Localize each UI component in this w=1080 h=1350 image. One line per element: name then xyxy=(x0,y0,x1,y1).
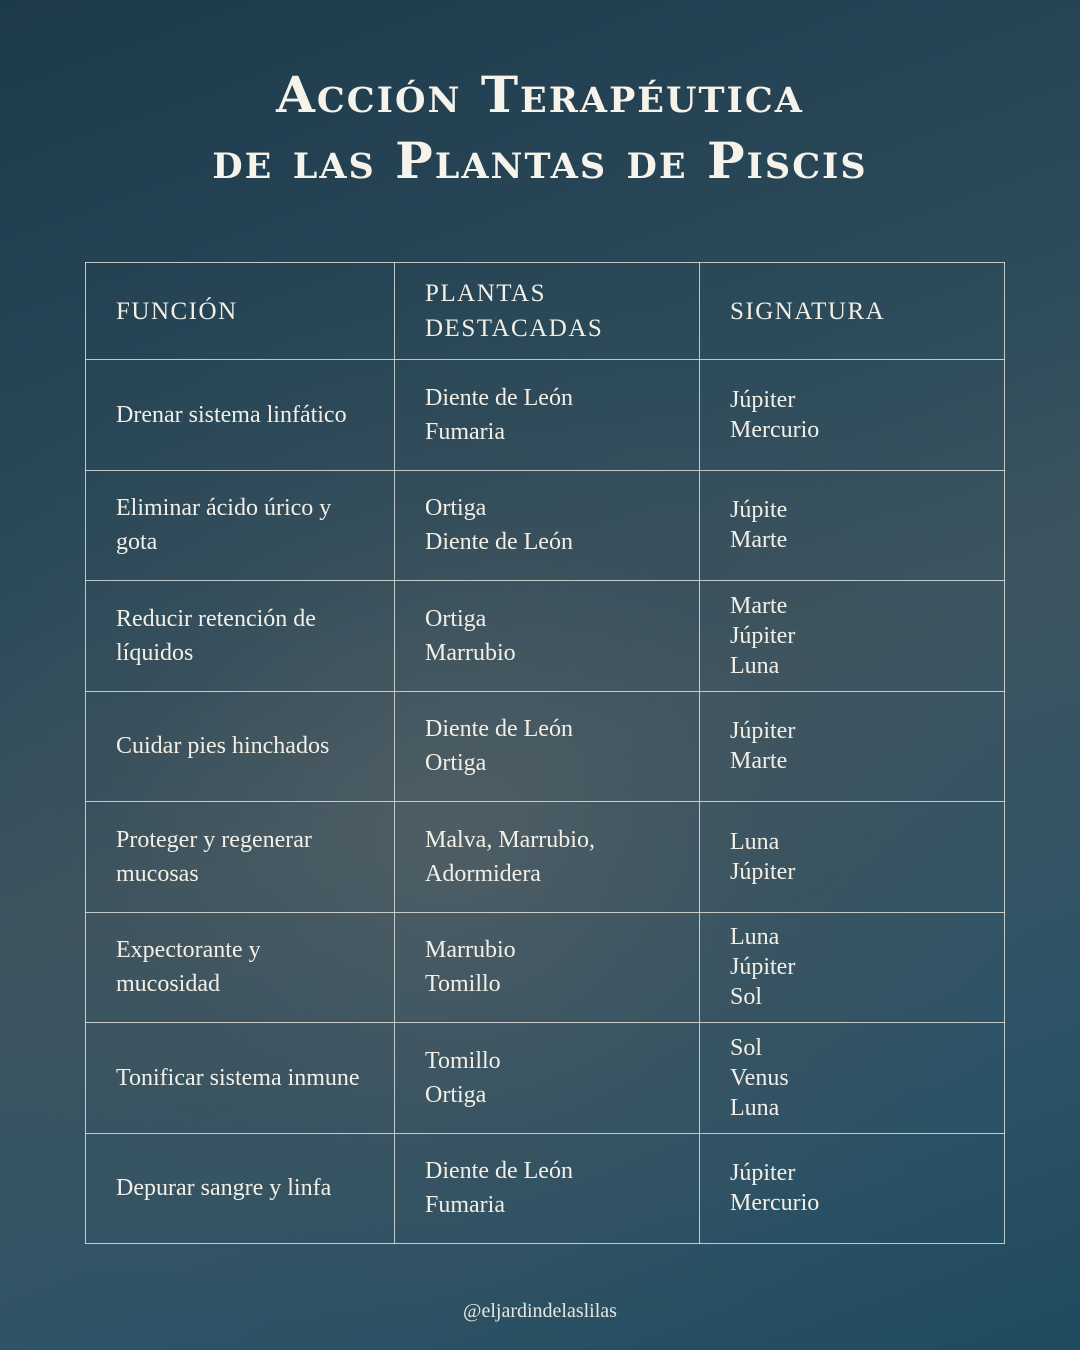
cell-funcion: Tonificar sistema inmune xyxy=(86,1023,395,1134)
plant-name: Ortiga xyxy=(425,750,487,777)
header-plantas: PLANTAS DESTACADAS xyxy=(395,263,700,360)
planet-name: Júpiter xyxy=(730,858,796,885)
planet-name: Marte xyxy=(730,592,788,619)
plant-name: Diente de León xyxy=(425,384,573,411)
plant-name: Fumaria xyxy=(425,418,505,445)
planet-name: Júpiter xyxy=(730,386,796,413)
cell-funcion: Eliminar ácido úrico y gota xyxy=(86,470,395,581)
plant-name: Tomillo xyxy=(425,971,501,998)
plant-name: Ortiga xyxy=(425,495,487,522)
plant-name: Ortiga xyxy=(425,605,487,632)
table-row xyxy=(86,912,1005,1023)
table-row xyxy=(86,581,1005,692)
cell-signatura xyxy=(700,470,1005,581)
table-header-row xyxy=(86,263,1005,360)
header-signatura: SIGNATURA xyxy=(700,263,1005,360)
cell-plantas xyxy=(395,1133,700,1244)
planet-name: Júpiter xyxy=(730,954,796,981)
table-row xyxy=(86,1133,1005,1244)
plant-name: Fumaria xyxy=(425,1192,505,1219)
cell-plantas xyxy=(395,912,700,1023)
cell-plantas xyxy=(395,691,700,802)
planet-name: Sol xyxy=(730,984,763,1011)
planet-name: Luna xyxy=(730,828,780,855)
table-row xyxy=(86,470,1005,581)
cell-funcion: Depurar sangre y linfa xyxy=(86,1133,395,1244)
header-funcion: FUNCIÓN xyxy=(86,263,395,360)
cell-funcion: Expectorante y mucosidad xyxy=(86,912,395,1023)
cell-funcion: Drenar sistema linfático xyxy=(86,360,395,471)
plant-name: Malva, Marrubio, xyxy=(425,826,595,853)
planet-name: Marte xyxy=(730,527,788,554)
cell-signatura xyxy=(700,802,1005,913)
cell-plantas xyxy=(395,1023,700,1134)
table-row xyxy=(86,802,1005,913)
plant-name: Adormidera xyxy=(425,860,541,887)
planet-name: Mercurio xyxy=(730,1190,820,1217)
planet-name: Júpiter xyxy=(730,1160,796,1187)
social-handle: @eljardindelaslilas xyxy=(463,1300,617,1322)
title-line-2: de las Plantas de Piscis xyxy=(212,131,868,190)
planet-name: Luna xyxy=(730,652,780,679)
planet-name: Júpiter xyxy=(730,718,796,745)
planet-name: Venus xyxy=(730,1064,789,1091)
table-row xyxy=(86,1023,1005,1134)
plant-name: Diente de León xyxy=(425,529,573,556)
planet-name: Marte xyxy=(730,748,788,775)
plant-name: Ortiga xyxy=(425,1081,487,1108)
plant-name: Marrubio xyxy=(425,937,516,964)
cell-signatura xyxy=(700,581,1005,692)
cell-signatura xyxy=(700,360,1005,471)
plants-table xyxy=(85,262,1005,1244)
planet-name: Mercurio xyxy=(730,416,820,443)
planet-name: Júpite xyxy=(730,497,788,524)
cell-funcion: Cuidar pies hinchados xyxy=(86,691,395,802)
planet-name: Júpiter xyxy=(730,622,796,649)
cell-plantas xyxy=(395,360,700,471)
planet-name: Luna xyxy=(730,1094,780,1121)
cell-funcion: Reducir retención de líquidos xyxy=(86,581,395,692)
page-title xyxy=(0,62,1080,194)
cell-plantas xyxy=(395,470,700,581)
plant-name: Marrubio xyxy=(425,639,516,666)
planet-name: Sol xyxy=(730,1034,763,1061)
cell-plantas xyxy=(395,581,700,692)
plant-name: Tomillo xyxy=(425,1047,501,1074)
plant-name: Diente de León xyxy=(425,1158,573,1185)
table-row xyxy=(86,360,1005,471)
cell-signatura xyxy=(700,1133,1005,1244)
cell-signatura xyxy=(700,1023,1005,1134)
planet-name: Luna xyxy=(730,924,780,951)
table-row xyxy=(86,691,1005,802)
cell-funcion: Proteger y regenerar mucosas xyxy=(86,802,395,913)
plant-name: Diente de León xyxy=(425,716,573,743)
title-line-1: Acción Terapéutica xyxy=(276,65,804,124)
cell-signatura xyxy=(700,691,1005,802)
table-body xyxy=(86,360,1005,1244)
cell-signatura xyxy=(700,912,1005,1023)
cell-plantas xyxy=(395,802,700,913)
